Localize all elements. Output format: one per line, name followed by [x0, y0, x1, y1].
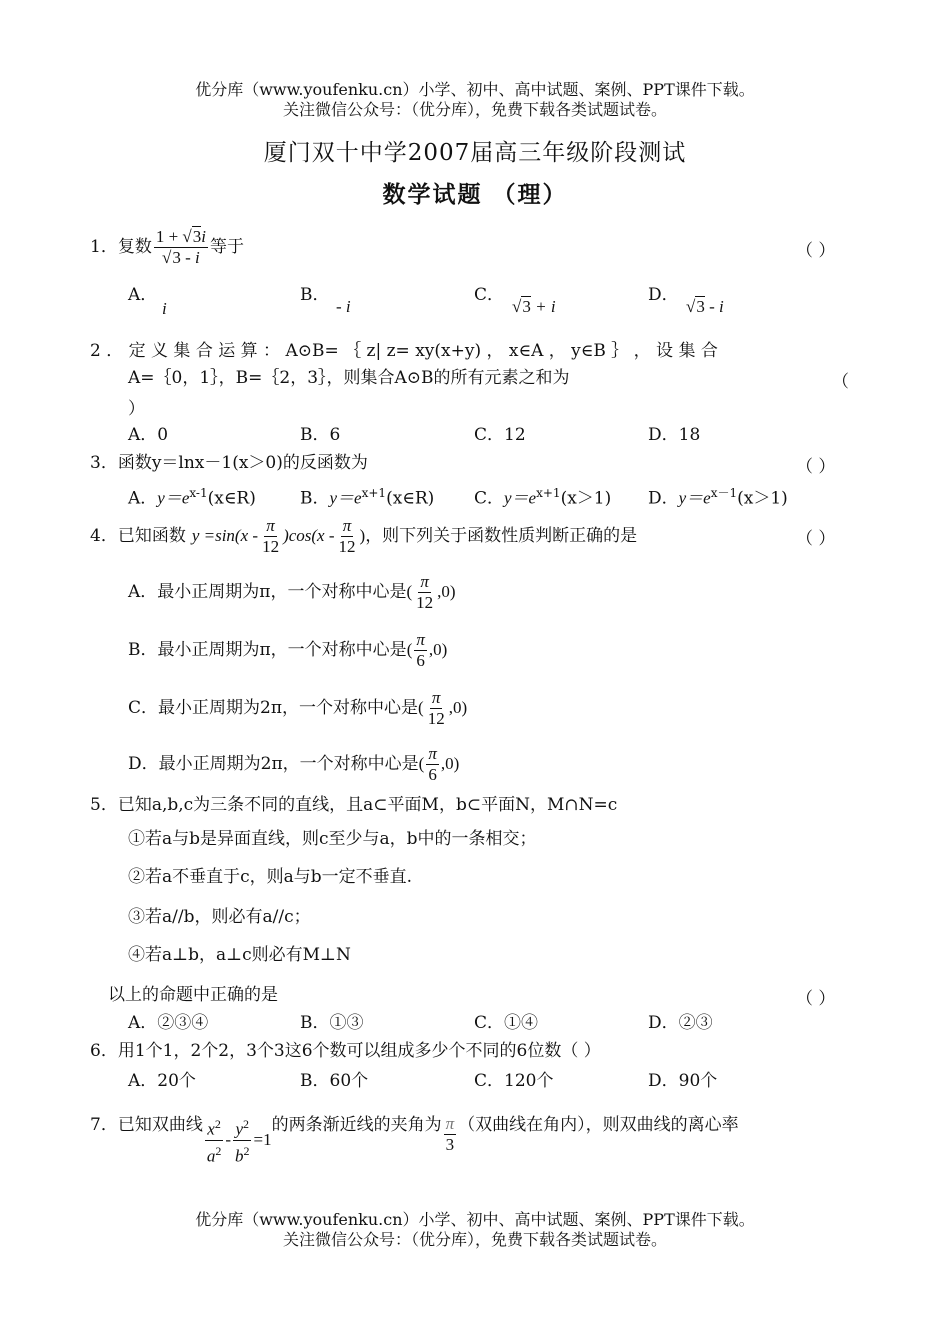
q3-d-sup: x－1: [710, 486, 738, 500]
q2-option-c: [474, 424, 526, 446]
q4-a-frac-den: 12: [416, 592, 434, 612]
q7-prefix: 已知双曲线: [117, 1115, 203, 1135]
q1-number: 1．: [90, 237, 118, 257]
q7-minus: -: [225, 1130, 231, 1150]
exam-title: 厦门双十中学2007届高三年级阶段测试: [263, 140, 687, 166]
q3-b-sup: x+1: [361, 486, 387, 500]
q4-b-frac-den: 6: [416, 650, 425, 670]
q6-option-c: [474, 1070, 553, 1092]
q6-option-d: [648, 1070, 717, 1092]
q5-option-d: [648, 1012, 713, 1034]
q4-option-d: [128, 740, 459, 788]
q4-frac-2-den: 12: [338, 536, 356, 556]
q4-c-frac: [426, 688, 447, 729]
q4-b-frac: [414, 630, 427, 671]
q3-answer-paren: （ ）: [796, 457, 836, 477]
q4-formula-part-1: y =sin(x -: [191, 526, 259, 545]
q2-paren-close: ）: [128, 399, 145, 419]
q1-d-root: 3: [696, 297, 705, 316]
q3-a-post: (x∈R): [207, 488, 256, 509]
header-line-2: 关注微信公众号：（优分库），免费下载各类试题试卷。: [282, 100, 667, 119]
q4-frac-1-den: 12: [262, 536, 280, 556]
q4-d-frac: [426, 744, 439, 785]
q2-d-value: 18: [678, 425, 701, 445]
q3-text: 3．函数y＝lnx－1(x＞0)的反函数为: [90, 453, 368, 473]
q2-d-label: D．: [648, 425, 679, 445]
q4-a-tail: ,0): [437, 582, 456, 601]
q5-statement-4: ④若a⊥b，a⊥c则必有M⊥N: [128, 945, 351, 965]
q4-number: 4．: [90, 526, 118, 546]
q7-three: 3: [445, 1135, 455, 1154]
q3-option-a: [128, 482, 256, 510]
q4-b-text: 最小正周期为π，一个对称中心是: [157, 640, 407, 660]
q4-c-paren: (: [418, 698, 424, 717]
q7-number: 7．: [90, 1115, 118, 1135]
q1-option-d-value: √3 - i: [686, 297, 724, 316]
q1-c-root: 3: [522, 297, 531, 316]
q3-option-d: [648, 482, 788, 510]
q4-d-frac-den: 6: [428, 764, 437, 784]
q6-option-a: [128, 1070, 196, 1092]
q5-statement-2: ②若a不垂直于c，则a与b一定不垂直.: [128, 867, 413, 887]
q4-a-frac-num: π: [420, 571, 429, 591]
q1-b-value: - i: [336, 297, 351, 316]
q5-a-value: ②③④: [157, 1013, 209, 1033]
q4-frac-1: [260, 516, 281, 557]
q4-option-c: [128, 684, 467, 732]
q7-middle-text: 的两条渐近线的夹角为: [271, 1115, 442, 1135]
q3-d-post: (x＞1): [737, 488, 788, 509]
q5-c-label: C．: [474, 1013, 505, 1033]
q4-a-paren: (: [406, 582, 413, 601]
q5-a-label: A．: [128, 1013, 158, 1033]
q7-b: b: [235, 1146, 244, 1166]
footer-line-2: 关注微信公众号：（优分库），免费下载各类试题试卷。: [282, 1230, 667, 1249]
q2-b-value: 6: [329, 425, 341, 445]
q5-b-label: B．: [300, 1013, 330, 1033]
q1-den-rest: - i: [180, 247, 200, 267]
q5-line-1: 5．已知a,b,c为三条不同的直线，且a⊂平面M，b⊂平面N，M∩N=c: [90, 795, 618, 815]
exam-subtitle: 数学试题 （理）: [382, 181, 568, 208]
q1-fraction: $\frac{1 + √3i}{√3 - i}$: [155, 226, 206, 267]
question-4: [90, 510, 637, 562]
q4-a-frac: [414, 572, 435, 613]
q6-option-b: [300, 1070, 368, 1092]
q5-option-a: [128, 1012, 208, 1034]
q2-option-a: [128, 424, 168, 446]
q7-equals-one: =1: [253, 1130, 272, 1150]
q7-y: y: [235, 1119, 244, 1139]
q1-num-i: i: [201, 226, 206, 246]
q3-option-c: [474, 482, 611, 510]
q2-b-label: B．: [300, 425, 330, 445]
q1-option-a-value: [162, 298, 167, 320]
q1-option-c: [474, 284, 504, 306]
q6-text: 6．用1个1，2个2，3个3这6个数可以组成多少个不同的6位数（ ）: [90, 1041, 601, 1061]
q1-option-b-value: [336, 296, 351, 318]
q6-b-value: 60个: [329, 1071, 369, 1091]
q2-option-d: [648, 424, 700, 446]
q6-a-value: 20个: [157, 1071, 196, 1091]
q3-a-label: A．: [128, 488, 158, 509]
q3-a-pre: y＝e: [157, 488, 190, 508]
q2-paren-open: （: [832, 372, 849, 392]
q1-suffix: 等于: [210, 237, 244, 257]
q3-d-label: D．: [648, 488, 679, 509]
q4-b-tail: ,0): [428, 640, 448, 659]
q1-d-rest: - i: [704, 297, 724, 316]
q2-a-label: A．: [128, 425, 158, 445]
q3-c-label: C．: [474, 488, 505, 509]
q4-frac-2-num: π: [342, 515, 352, 535]
q5-d-label: D．: [648, 1013, 679, 1033]
q4-answer-paren: （ ）: [796, 529, 836, 549]
q7-x-sq: 2: [214, 1117, 221, 1131]
q1-a-value: i: [162, 299, 167, 318]
q7-y-sq: 2: [243, 1117, 250, 1131]
q2-line-1: 2 ． 定 义 集 合 运 算 ： A⊙B= ｛ z| z= xy(x+y) ， x∈A ， y∈B ｝ ， 设 集 合: [90, 341, 718, 361]
q6-d-label: D．: [648, 1071, 679, 1091]
q4-d-label: D．: [128, 754, 159, 774]
q1-option-c-label: C．: [474, 285, 505, 305]
q4-b-label: B．: [128, 640, 158, 660]
q3-b-label: B．: [300, 488, 330, 509]
q6-c-label: C．: [474, 1071, 505, 1091]
q1-prefix: 复数: [117, 237, 152, 257]
q1-num-a: 1 +: [155, 226, 183, 246]
question-1: [90, 222, 244, 272]
q4-c-frac-den: 12: [427, 708, 445, 728]
q7-b-sq: 2: [243, 1143, 250, 1158]
q5-question: 以上的命题中正确的是: [108, 985, 278, 1005]
q4-suffix: ，则下列关于函数性质判断正确的是: [365, 526, 638, 546]
q4-d-frac-num: π: [428, 743, 437, 763]
q4-a-text: 最小正周期为π，一个对称中心是: [157, 582, 407, 602]
footer-line-1: 优分库（www.youfenku.cn）小学、初中、高中试题、案例、PPT课件下载。: [195, 1210, 755, 1229]
header-line-1: 优分库（www.youfenku.cn）小学、初中、高中试题、案例、PPT课件下载。: [195, 80, 755, 99]
q5-c-value: ①④: [504, 1013, 539, 1033]
q5-statement-3: ③若a//b，则必有a//c；: [128, 907, 311, 927]
q6-a-label: A．: [128, 1071, 158, 1091]
q5-statement-1: ①若a与b是异面直线，则c至少与a，b中的一条相交；: [128, 829, 537, 849]
q4-c-frac-num: π: [431, 687, 441, 707]
q4-frac-1-num: π: [266, 515, 275, 535]
q1-option-d: [648, 284, 679, 306]
q7-frac-y: [233, 1114, 252, 1166]
q4-d-paren: (: [418, 754, 425, 773]
q4-b-paren: (: [406, 640, 413, 659]
q2-a-value: 0: [157, 425, 169, 445]
q4-formula-part-2: )cos(x -: [283, 526, 335, 545]
q4-option-b: [128, 626, 447, 674]
q2-c-label: C．: [474, 425, 505, 445]
q4-b-frac-num: π: [416, 629, 425, 649]
q1-answer-paren: （ ）: [796, 241, 836, 261]
q5-option-b: [300, 1012, 364, 1034]
q6-d-value: 90个: [678, 1071, 718, 1091]
q4-prefix: 已知函数: [117, 526, 186, 546]
q1-num-root: 3: [192, 226, 202, 246]
q3-c-pre: y＝e: [504, 488, 537, 508]
q7-angle-frac: [444, 1114, 457, 1155]
q1-c-rest: + i: [530, 297, 556, 316]
q3-option-b: [300, 482, 434, 510]
q7-pi: π: [445, 1114, 455, 1133]
q2-c-value: 12: [504, 425, 526, 445]
q3-d-pre: y＝e: [678, 488, 711, 508]
q5-b-value: ①③: [329, 1013, 364, 1033]
q4-c-label: C．: [128, 698, 159, 718]
q7-a: a: [206, 1146, 216, 1166]
q4-a-label: A．: [128, 582, 158, 602]
q1-option-b-label: B．: [300, 285, 330, 305]
q7-a-sq: 2: [215, 1143, 222, 1158]
q3-b-pre: y＝e: [329, 488, 362, 508]
q3-c-sup: x+1: [536, 486, 561, 500]
q7-x: x: [207, 1119, 215, 1139]
q1-option-a-label: A．: [128, 285, 158, 305]
q7-suffix: （双曲线在角内），则双曲线的离心率: [458, 1115, 739, 1135]
q2-line-2: A=｛0，1｝，B=｛2，3｝，则集合A⊙B的所有元素之和为: [128, 368, 570, 388]
q4-frac-2: [337, 516, 358, 557]
q7-frac-x: [205, 1114, 224, 1166]
q4-c-tail: ,0): [448, 698, 468, 717]
question-7: [90, 1110, 739, 1166]
q5-answer-paren: （ ）: [796, 989, 836, 1009]
q1-den-root: 3: [172, 247, 181, 267]
q5-option-c: [474, 1012, 538, 1034]
q4-d-tail: ,0): [440, 754, 460, 773]
q2-option-b: [300, 424, 340, 446]
q6-b-label: B．: [300, 1071, 330, 1091]
q3-b-post: (x∈R): [386, 488, 435, 509]
q6-c-value: 120个: [504, 1071, 554, 1091]
q4-option-a: [128, 568, 456, 616]
q1-option-b: [300, 284, 330, 306]
q4-formula-part-3: ): [359, 526, 366, 545]
q3-a-sup: x-1: [189, 486, 208, 500]
q5-d-value: ②③: [678, 1013, 713, 1033]
q7-hyperbola-equation: [203, 1114, 272, 1166]
q1-option-c-value: √3 + i: [512, 297, 556, 316]
q3-c-post: (x＞1): [560, 488, 612, 509]
q4-d-text: 最小正周期为2π，一个对称中心是: [158, 754, 419, 774]
q4-c-text: 最小正周期为2π，一个对称中心是: [158, 698, 419, 718]
q1-option-d-label: D．: [648, 285, 679, 305]
q1-option-a: [128, 284, 157, 306]
